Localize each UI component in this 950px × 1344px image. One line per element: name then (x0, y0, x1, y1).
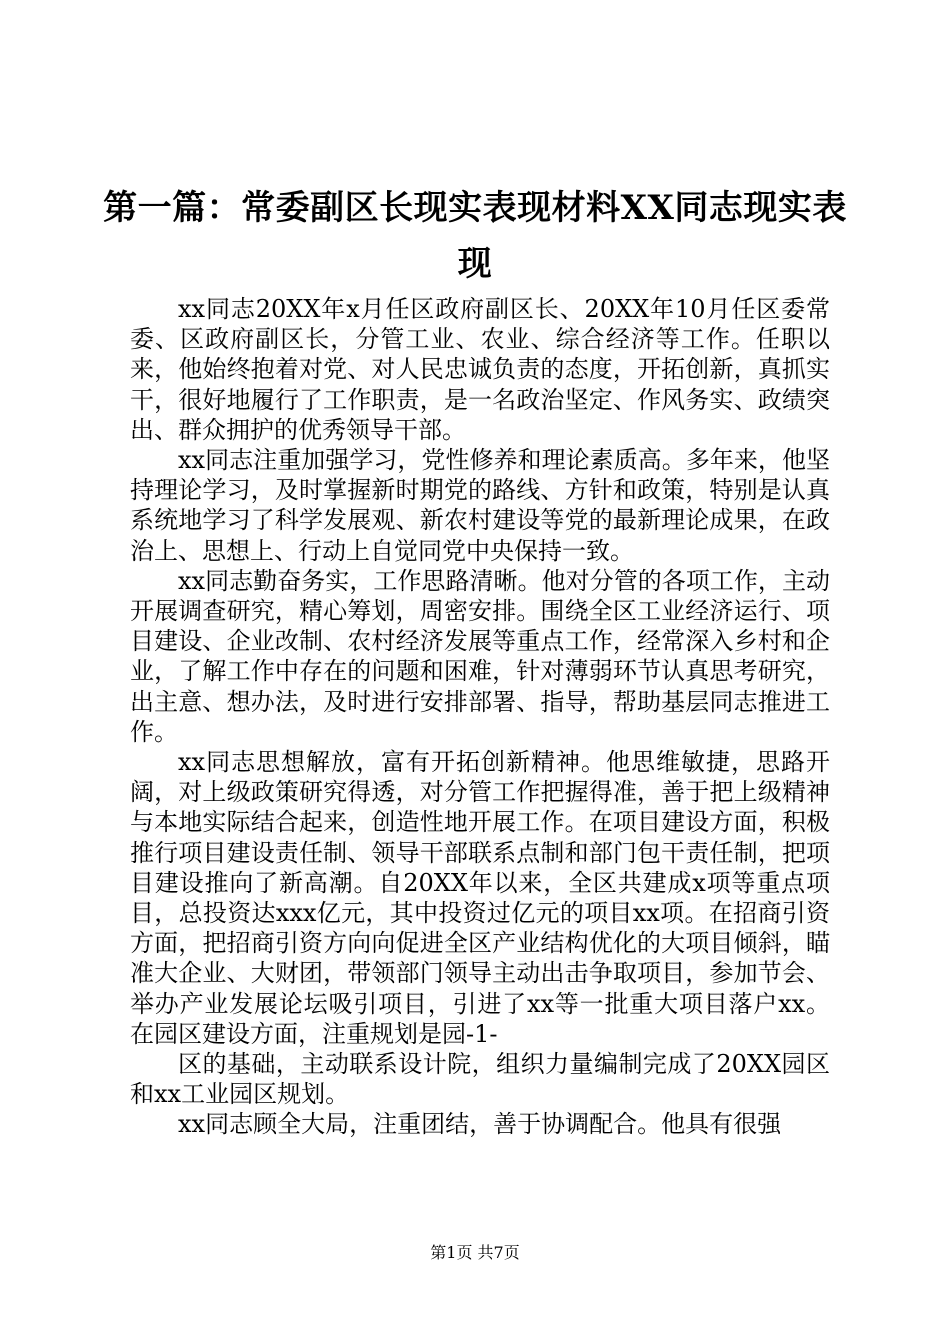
paragraph: xx同志注重加强学习，党性修养和理论素质高。多年来，他坚持理论学习，及时掌握新时期党的路线、方针和政策，特别是认真系统地学习了科学发展观、新农村建设等党的最新理论成果，在政治上、思想上、行动上自觉同党中央保持一致。 (130, 446, 830, 565)
paragraph: xx同志思想解放，富有开拓创新精神。他思维敏捷，思路开阔，对上级政策研究得透，对分管工作把握得准，善于把上级精神与本地实际结合起来，创造性地开展工作。在项目建设方面，积极推行项目建设责任制、领导干部联系点制和部门包干责任制，把项目建设推向了新高潮。自20XX年以来，全区共建成x项等重点项目，总投资达xxx亿元，其中投资过亿元的项目xx项。在招商引资方面，把招商引资方向向促进全区产业结构优化的大项目倾斜，瞄准大企业、大财团，带领部门领导主动出击争取项目，参加节会、举办产业发展论坛吸引项目，引进了xx等一批重大项目落户xx。在园区建设方面，注重规划是园-1- (130, 748, 830, 1048)
document-body (130, 294, 830, 1140)
page-footer: 第1页 共7页 (430, 1243, 520, 1262)
document-title: 第一篇：常委副区长现实表现材料XX同志现实表现 (103, 188, 847, 284)
paragraph: 区的基础，主动联系设计院，组织力量编制完成了20XX园区和xx工业园区规划。 (130, 1050, 830, 1109)
paragraph: xx同志顾全大局，注重团结，善于协调配合。他具有很强 (178, 1110, 782, 1139)
paragraph: xx同志20XX年x月任区政府副区长、20XX年10月任区委常委、区政府副区长，分管工业、农业、综合经济等工作。任职以来，他始终抱着对党、对人民忠诚负责的态度，开拓创新，真抓实干，很好地履行了工作职责，是一名政治坚定、作风务实、政绩突出、群众拥护的优秀领导干部。 (130, 295, 830, 444)
paragraph: xx同志勤奋务实，工作思路清晰。他对分管的各项工作，主动开展调查研究，精心筹划，周密安排。围绕全区工业经济运行、项目建设、企业改制、农村经济发展等重点工作，经常深入乡村和企业，了解工作中存在的问题和困难，针对薄弱环节认真思考研究，出主意、想办法，及时进行安排部署、指导，帮助基层同志推进工作。 (130, 566, 830, 746)
